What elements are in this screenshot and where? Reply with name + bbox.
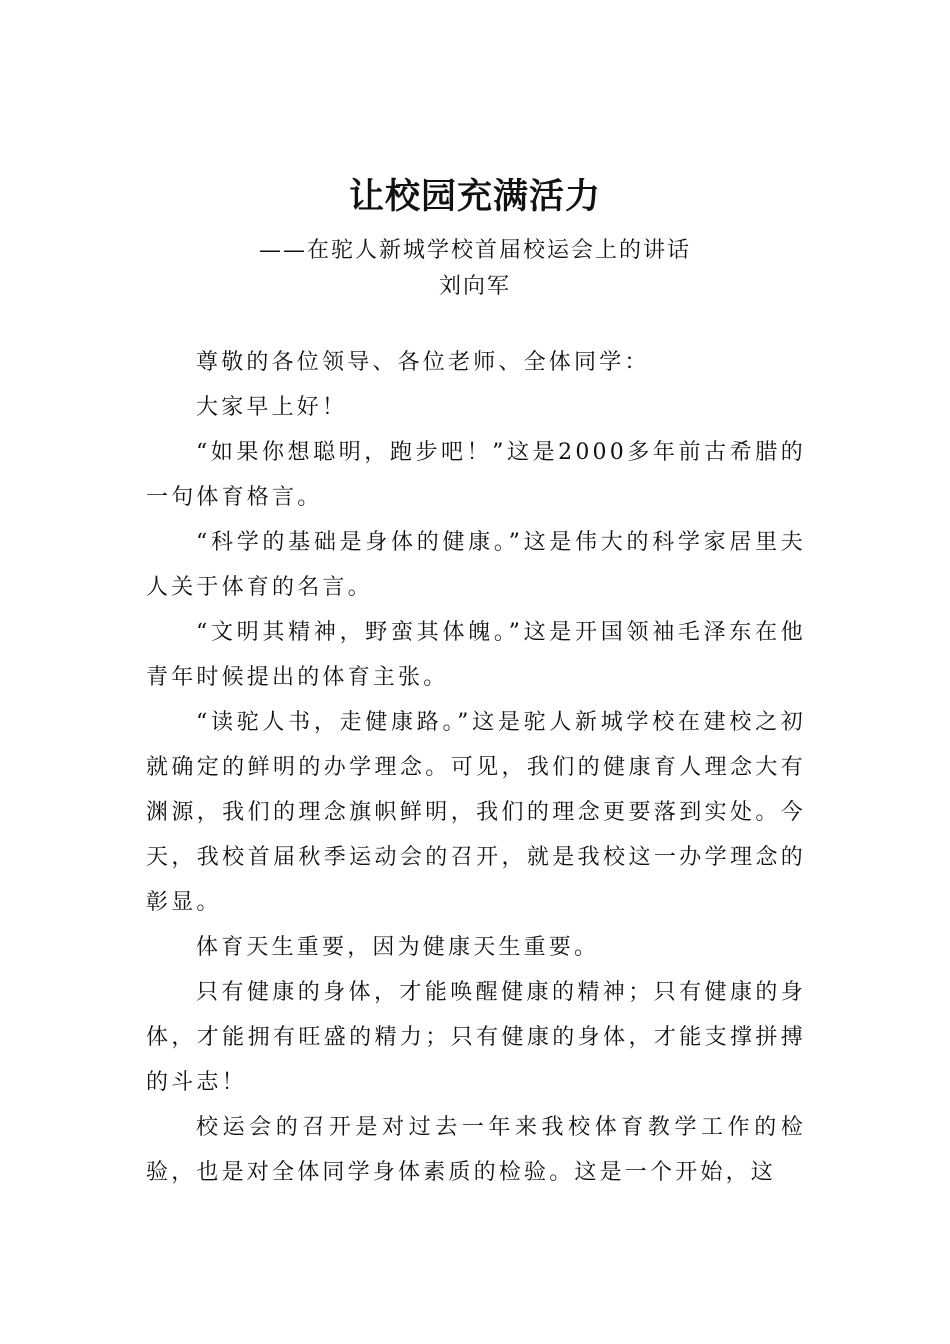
paragraph-quote-run: “如果你想聪明，跑步吧！”这是2000多年前古希腊的一句体育格言。 — [146, 440, 806, 510]
paragraph-quote-curie: “科学的基础是身体的健康。”这是伟大的科学家居里夫人关于体育的名言。 — [146, 530, 806, 600]
paragraph-healthy-body: 只有健康的身体，才能唤醒健康的精神；只有健康的身体，才能拥有旺盛的精力；只有健康的身体，才能支撑拼搏的斗志！ — [146, 980, 806, 1095]
document-subtitle: ——在驼人新城学校首届校运会上的讲话 — [258, 238, 691, 263]
paragraph-sports-meet: 校运会的召开是对过去一年来我校体育教学工作的检验，也是对全体同学身体素质的检验。这是一个开始，这 — [146, 1115, 806, 1185]
paragraph-greeting: 尊敬的各位领导、各位老师、全体同学： — [196, 350, 650, 375]
paragraph-salutation: 大家早上好！ — [196, 395, 348, 420]
document-author: 刘向军 — [438, 274, 511, 299]
document-body — [146, 340, 806, 1195]
paragraph-school-motto: “读驼人书，走健康路。”这是驼人新城学校在建校之初就确定的鲜明的办学理念。可见，我们的健康育人理念大有渊源，我们的理念旗帜鲜明，我们的理念更要落到实处。今天，我校首届秋季运动会的召开，就是我校这一办学理念的彰显。 — [146, 710, 806, 915]
paragraph-quote-mao: “文明其精神，野蛮其体魄。”这是开国领袖毛泽东在他青年时候提出的体育主张。 — [146, 620, 806, 690]
document-title: 让校园充满活力 — [348, 176, 601, 217]
paragraph-sports-importance: 体育天生重要，因为健康天生重要。 — [196, 935, 600, 960]
